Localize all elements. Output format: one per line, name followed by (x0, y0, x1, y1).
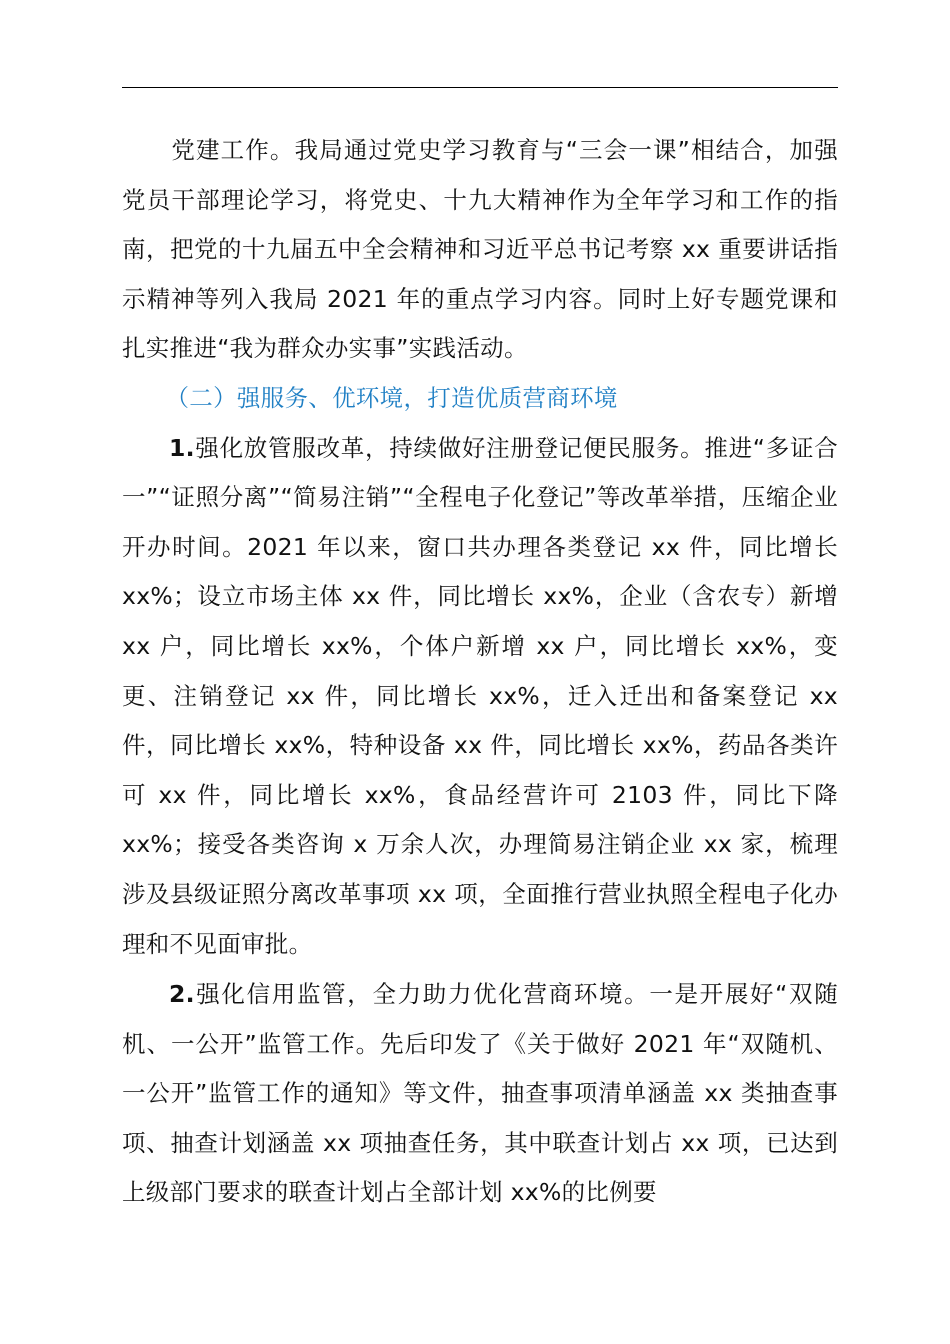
paragraph-text: 党建工作。我局通过党史学习教育与“三会一课”相结合，加强党员干部理论学习，将党史、十九大精神作为全年学习和工作的指南，把党的十九届五中全会精神和习近平总书记考察 xx 重要讲话指示精神等列入我局 2021 年的重点学习内容。同时上好专题党课和扎实推进“我为群众办实事”实践活动。 (122, 136, 838, 363)
paragraph-number: 1. (169, 433, 195, 462)
paragraph-registration-service (122, 424, 838, 970)
paragraph-text: 强化信用监管，全力助力优化营商环境。一是开展好“双随机、一公开”监管工作。先后印发了《关于做好 2021 年“双随机、一公开”监管工作的通知》等文件，抽查事项清单涵盖 xx 类抽查事项、抽查计划涵盖 xx 项抽查任务，其中联查计划占 xx 项，已达到上级部门要求的联查计划占全部计划 xx%的比例要 (122, 980, 838, 1207)
paragraph-credit-supervision (122, 970, 838, 1218)
paragraph-text: 强化放管服改革，持续做好注册登记便民服务。推进“多证合一”“证照分离”“简易注销”“全程电子化登记”等改革举措，压缩企业开办时间。2021 年以来，窗口共办理各类登记 xx 件，同比增长 xx%；设立市场主体 xx 件，同比增长 xx%，企业（含农专）新增 xx 户，同比增长 xx%，个体户新增 xx 户，同比增长 xx%，变更、注销登记 xx 件，同比增长 xx%，迁入迁出和备案登记 xx 件，同比增长 xx%，特种设备 xx 件，同比增长 xx%，药品各类许可 xx 件，同比增长 xx%，食品经营许可 2103 件，同比下降 xx%；接受各类咨询 x 万余人次，办理简易注销企业 xx 家，梳理涉及县级证照分离改革事项 xx 项，全面推行营业执照全程电子化办理和不见面审批。 (122, 433, 838, 958)
section-heading-text: （二）强服务、优环境，打造优质营商环境 (165, 383, 618, 412)
header-rule (122, 87, 838, 88)
paragraph-party-building (122, 126, 838, 374)
section-heading (122, 374, 838, 424)
document-body (122, 126, 838, 1218)
paragraph-number: 2. (169, 980, 195, 1009)
